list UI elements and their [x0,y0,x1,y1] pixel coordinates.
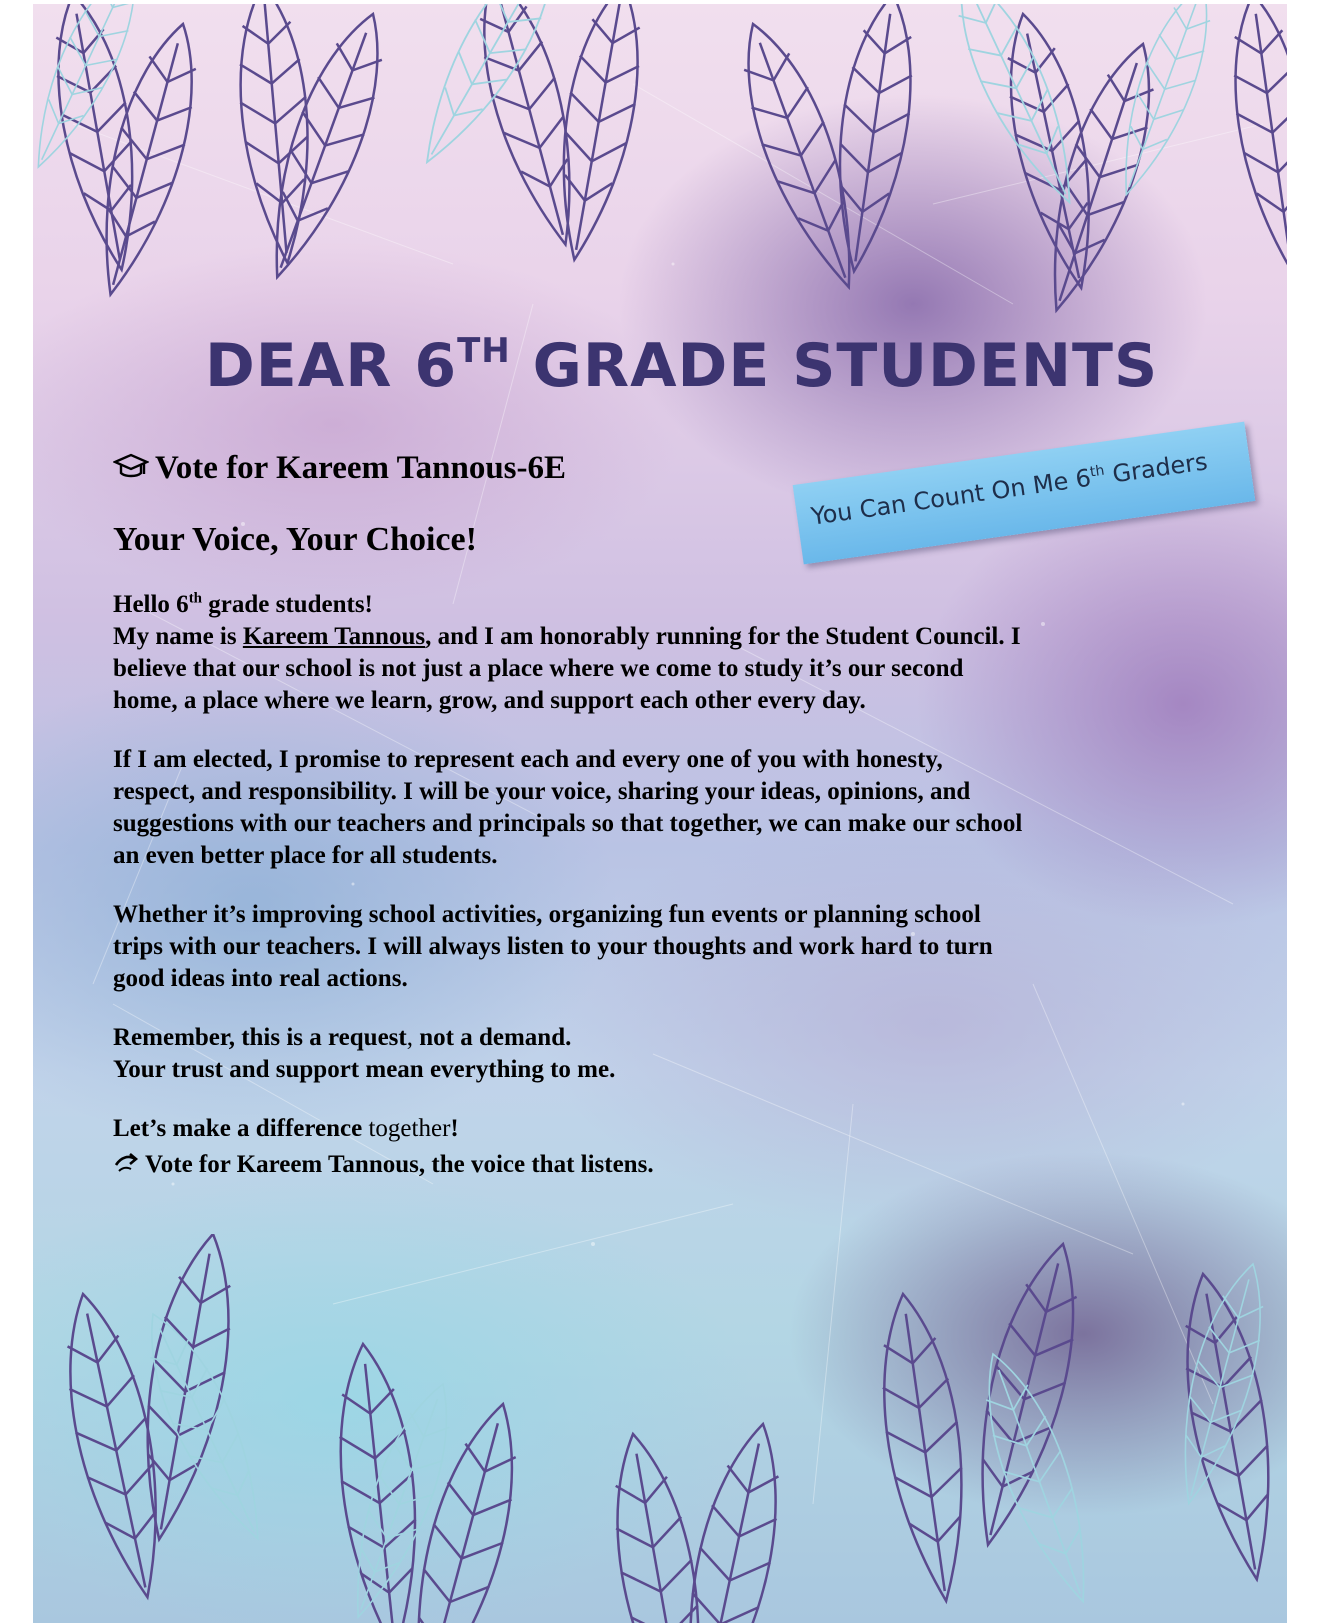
slogan: Your Voice, Your Choice! [113,521,477,558]
paragraph-activities: Whether it’s improving school activities, organizing fun events or planning school trips with our teachers. I will always listen to your thoughts and work hard to turn good ideas into real actions. [113,901,993,992]
graduation-cap-icon [113,452,149,482]
leaf-border-bottom [33,1234,1287,1623]
paragraph-promise: If I am elected, I promise to represent each and every one of you with honesty, respect, and responsibility. I will be your voice, sharing your ideas, opinions, and suggestions with our teachers and principals so that together, we can make our school an even better place for all students. [113,746,1023,869]
arrow-icon [113,1151,141,1175]
flyer-page [33,4,1287,1623]
paragraph-request: Remember, this is a request, not a demand. Your trust and support mean everything to me. [113,1024,616,1083]
page-title: DEAR 6TH GRADE STUDENTS [205,331,1159,401]
letter-body [113,589,1173,1208]
leaf-border-top [33,4,1287,364]
vote-heading: Vote for Kareem Tannous-6E [113,450,566,487]
paragraph-closing: Let’s make a difference together! Vote for Kareem Tannous, the voice that listens. [113,1115,654,1178]
paragraph-intro: Hello 6th grade students! My name is Kareem Tannous, and I am honorably running for the Student Council. I believe that our school is not just a place where we come to study it’s our second home, a place where we learn, grow, and support each other every day. [113,590,1021,714]
sticky-note-text: You Can Count On Me 6th Graders [809,447,1210,531]
candidate-name: Kareem Tannous [242,623,426,650]
